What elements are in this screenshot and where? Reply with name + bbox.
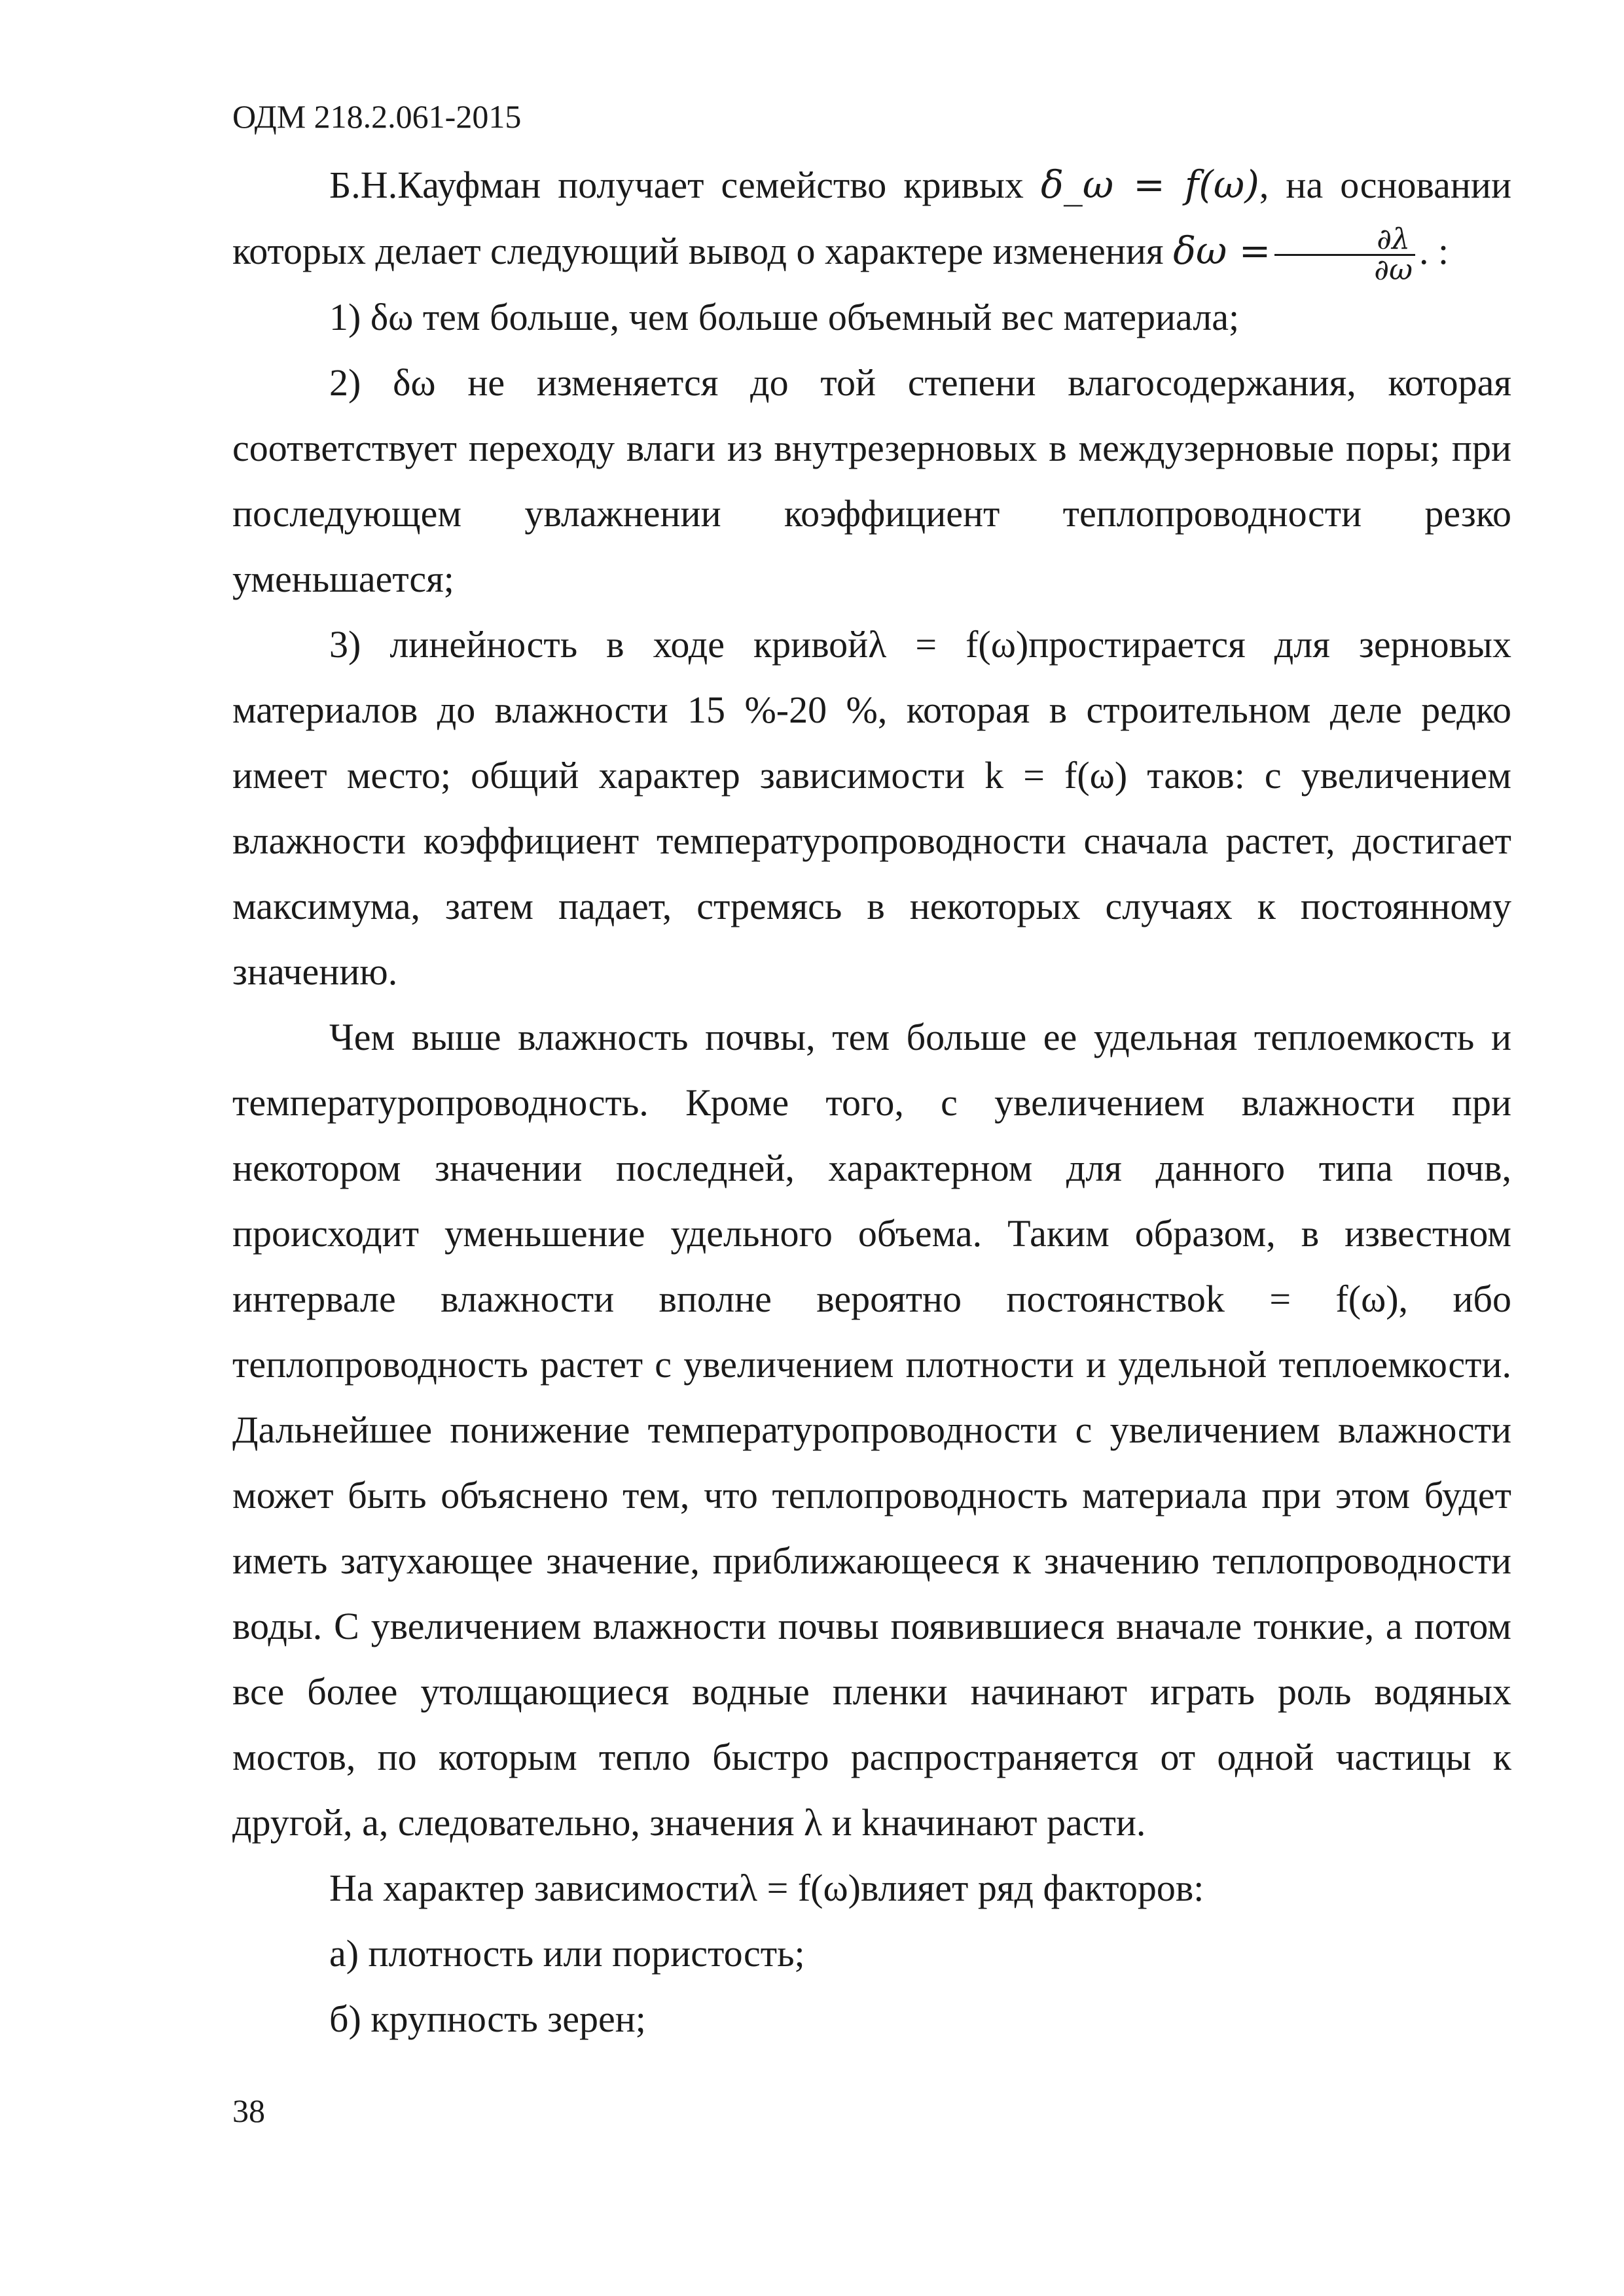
fraction-denominator: ∂ω — [1374, 253, 1413, 287]
paragraph-text: Б.Н.Кауфман получает семейство кривых — [329, 164, 1041, 206]
paragraph: 3) линейность в ходе кривойλ = f(ω)простирается для зерновых материалов до влажности 15 %-20 %, которая в строительном деле редко имеет место; общий характер зависимости k = f(ω) таков: с увеличением влажности коэффициент температуропроводности сначала растет, достигает максимума, затем падает, стремясь в некоторых случаях к постоянному значению. — [232, 623, 1511, 993]
paragraph: 1) δω тем больше, чем больше объемный вес материала; — [329, 296, 1240, 338]
paragraph: На характер зависимостиλ = f(ω)влияет ряд факторов: — [329, 1867, 1204, 1909]
document-body — [232, 152, 1511, 2052]
formula-tail: . : — [1418, 230, 1449, 272]
formula-lhs: δω = — [1173, 228, 1271, 273]
list-item: а) плотность или пористость; — [329, 1932, 805, 1975]
document-code: ОДМ 218.2.061-2015 — [232, 98, 522, 135]
inline-formula: δ_ω = f(ω) — [1041, 162, 1259, 207]
fraction-numerator: ∂λ — [1274, 225, 1415, 256]
partial-derivative-fraction — [1274, 225, 1415, 285]
paragraph — [232, 152, 1511, 285]
list-item: б) крупность зерен; — [329, 1998, 646, 2040]
paragraph: Чем выше влажность почвы, тем больше ее удельная теплоемкость и температуропроводность. Кроме того, с увеличением влажности при некотором значении последней, характерном для данного типа почв, происходит уменьшение удельного объема. Таким образом, в известном интервале влажности вполне вероятно постоянствоk = f(ω), ибо теплопроводность растет с увеличением плотности и удельной теплоемкости. Дальнейшее понижение температуропроводности с увеличением влажности может быть объяснено тем, что теплопроводность материала при этом будет иметь затухающее значение, приближающееся к значению теплопроводности воды. С увеличением влажности почвы появившиеся вначале тонкие, а потом все более утолщающиеся водные пленки начинают играть роль водяных мостов, по которым тепло быстро распространяется от одной частицы к другой, а, следовательно, значения λ и kначинают расти. — [232, 1016, 1511, 1844]
page-number: 38 — [232, 2092, 265, 2129]
paragraph: 2) δω не изменяется до той степени влагосодержания, которая соответствует переходу влаги из внутрезерновых в междузерновые поры; при последующем увлажнении коэффициент теплопроводности резко уменьшается; — [232, 361, 1511, 600]
paragraph-text: , на основании которых делает следующий вывод о характере изменения — [232, 164, 1512, 272]
